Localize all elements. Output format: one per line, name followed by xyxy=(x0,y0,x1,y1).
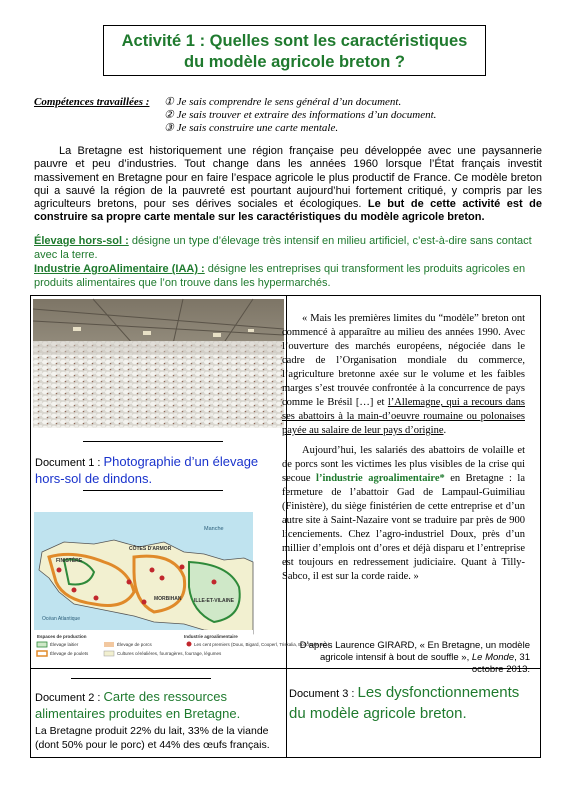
title-line-2: du modèle agricole breton ? xyxy=(184,53,405,71)
definition-term: Industrie AgroAlimentaire (IAA) : xyxy=(34,263,205,275)
title-line-1: Activité 1 : Quelles sont les caractéristiques xyxy=(121,32,468,50)
competence-item: ② Je sais trouver et extraire des informations d’un document. xyxy=(164,109,437,121)
definition-term: Élevage hors-sol : xyxy=(34,235,129,247)
map-legend-item: Élevage de poulets xyxy=(50,651,89,656)
map-legend-item: Élevage de porcs xyxy=(117,642,152,647)
doc3-title: Les dysfonctionnements du modèle agricole breton. xyxy=(289,684,520,722)
definition-hors-sol xyxy=(34,235,542,262)
definition-text: désigne les entreprises qui transforment les produits agricoles en produits alimentaires que l’on trouve dans les hypermarchés. xyxy=(34,263,526,289)
brittany-map xyxy=(34,512,330,668)
doc3-label: Document 3 : xyxy=(289,688,358,700)
quote-p2-end: en Bretagne : la fermeture de l’abattoir Gad de Lampaul-Guimiliau (Finistère), du siège finistérien de cette entreprise et d’un autre site à Saint-Nazaire vont se traduire par près de 900 licenciements. Chez l’agro-industriel Doux, près d’un millier d’emplois ont d’ores et déjà disparu et l’entreprise est toujours en redressement judiciaire. Quant à Tilly-Sabco, il est sur la corde raide. » xyxy=(282,473,525,582)
doc1-title: Photographie d’un élevage hors-sol de dindons. xyxy=(35,454,259,486)
doc2-caption xyxy=(35,689,280,723)
doc1-label: Document 1 : xyxy=(35,457,104,469)
source-text: D’après Laurence GIRARD, « En Bretagne, un modèle agricole intensif à bout de souffle », xyxy=(299,640,530,663)
doc3-caption xyxy=(289,683,529,725)
map-ocean-label: Océan Atlantique xyxy=(42,616,81,622)
competence-item: ① Je sais comprendre le sens général d’un document. xyxy=(164,96,402,108)
map-legend-title-2: Industrie agroalimentaire xyxy=(184,634,238,639)
definition-iaa xyxy=(34,263,542,290)
map-legend-item: Cultures céréalières, fourragères, fourrage, légumes xyxy=(117,651,222,656)
intro-paragraph xyxy=(34,145,542,225)
map-sea-label: Manche xyxy=(204,526,224,532)
doc2-label: Document 2 : xyxy=(35,692,104,704)
quote-p1-end: . xyxy=(443,425,447,436)
definition-text: désigne un type d’élevage très intensif en milieu artificiel, c’est-à-dire sans contact avec la terre. xyxy=(34,235,532,261)
caption-separator xyxy=(71,678,211,679)
map-legend-item: Élevage laitier xyxy=(50,642,79,647)
map-region-label: MORBIHAN xyxy=(154,596,182,602)
quote-p2-start: Aujourd’hui, les salariés des abattoirs de volaille et de porcs sont les victimes les plus visibles de la crise qui secoue xyxy=(282,445,525,484)
article-quote xyxy=(282,312,525,584)
activity-title xyxy=(103,25,486,76)
map-region-label: FINISTÈRE xyxy=(56,558,83,564)
turkey-farm-photo xyxy=(33,299,284,428)
competence-item: ③ Je sais construire une carte mentale. xyxy=(164,122,339,134)
quote-p1-start: « Mais les premières limites du “modèle” breton ont commencé à apparaître au milieu des années 1990. Avec l’ouverture des marchés européens, négociée dans le cadre de l’Organisation mondiale du commerce, l’agriculture bretonne axée sur le volume et les faibles marges s’est trouvée confrontée à la concurrence de pays comme le Brésil […] et xyxy=(282,313,525,408)
competences-list xyxy=(164,96,484,135)
quote-source xyxy=(292,640,530,676)
map-legend-title: Espaces de production xyxy=(37,634,87,639)
quote-p1-underlined: l’Allemagne, qui a recours dans ses abattoirs à la main-d’oeuvre roumaine ou polonaises payée au salaire de leur pays d’origine xyxy=(282,397,525,436)
caption-separator xyxy=(83,441,223,442)
map-region-label: ILLE-ET-VILAINE xyxy=(194,598,234,604)
map-legend-item: Les cent premiers (Doux, Bigard, Cooperl, Triskalia, Bonduelle, etc.) xyxy=(194,642,330,647)
source-date: , 31 octobre 2013. xyxy=(471,652,530,675)
map-region-label: CÔTES D'ARMOR xyxy=(129,546,172,552)
doc2-text: La Bretagne produit 22% du lait, 33% de la viande (dont 50% pour le porc) et 44% des œufs français. xyxy=(35,725,270,751)
competences-label: Compétences travaillées : xyxy=(34,96,150,108)
caption-separator xyxy=(83,490,223,491)
quote-p2-highlight: l’industrie agroalimentaire* xyxy=(316,473,445,484)
intro-goal: Le but de cette activité est de construire sa propre carte mentale sur les caractéristiques du modèle agricole breton. xyxy=(34,198,543,224)
source-journal: Le Monde xyxy=(471,652,515,663)
doc1-caption xyxy=(35,454,280,488)
doc2-title: Carte des ressources alimentaires produites en Bretagne. xyxy=(35,689,241,721)
intro-text: La Bretagne est historiquement une région française peu développée avec une paysannerie pauvre et peu d’industries. Tout change dans les années 1960 lorsque l’État français investit massivement en Bretagne pour en faire l’espace agricole le plus productif de France. Ce modèle breton qui a sauvé la région de la pauvreté est pourtant aujourd’hui fortement critiqué, y compris par les agriculteurs bretons, pour ses dérives sociales et écologiques. xyxy=(34,145,542,211)
